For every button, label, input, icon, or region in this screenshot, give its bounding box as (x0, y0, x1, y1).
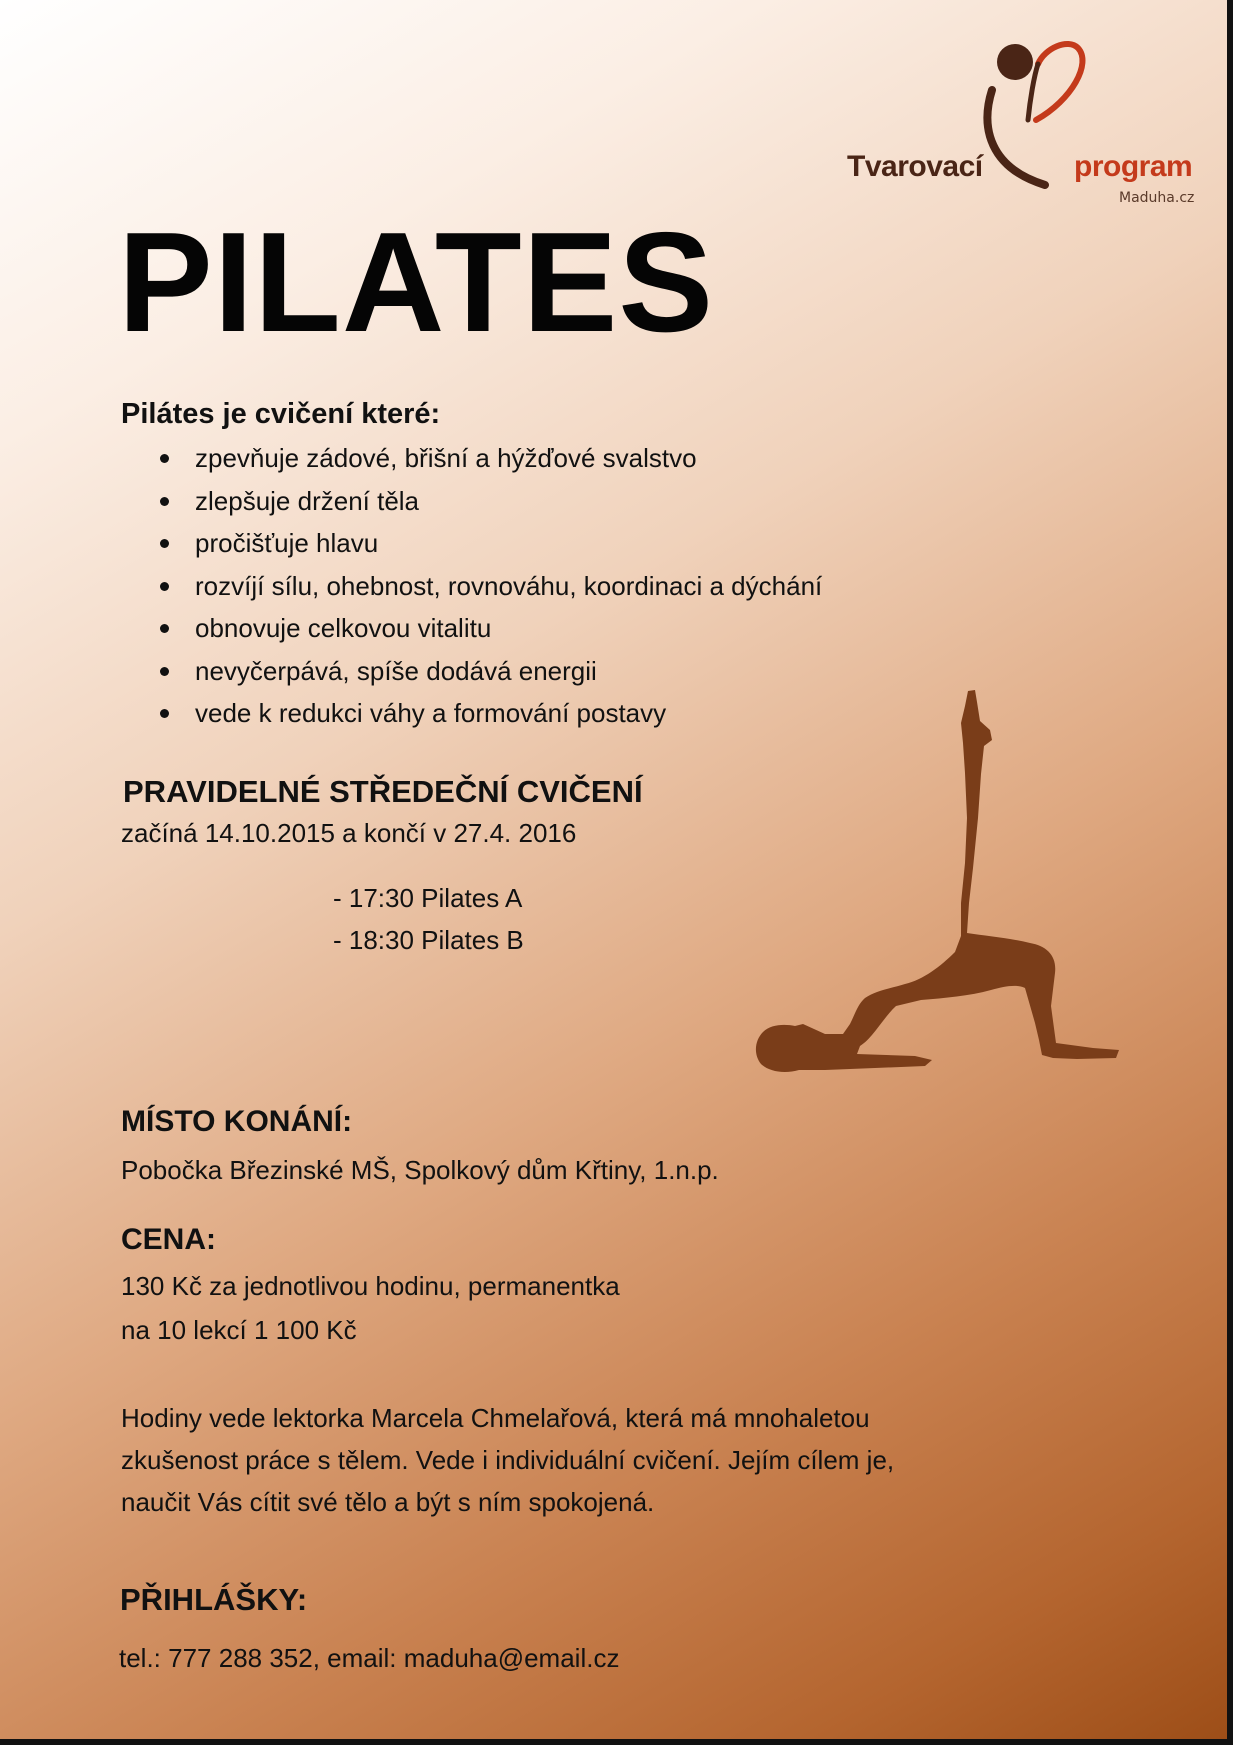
logo-mark-icon (840, 38, 1210, 213)
poster-title: PILATES (118, 203, 715, 362)
schedule-dates: začíná 14.10.2015 a končí v 27.4. 2016 (121, 818, 577, 848)
schedule-session: - 17:30 Pilates A (333, 883, 523, 913)
venue-heading: MÍSTO KONÁNÍ: (121, 1105, 353, 1138)
list-item: pročišťuje hlavu (160, 522, 822, 565)
instructor-line: zkušenost práce s tělem. Vede i individuální cvičení. Jejím cílem je, (121, 1445, 895, 1475)
signup-contact: tel.: 777 288 352, email: maduha@email.cz (119, 1643, 620, 1673)
price-line: na 10 lekcí 1 100 Kč (121, 1315, 357, 1345)
list-item: zlepšuje držení těla (160, 480, 822, 523)
list-item: vede k redukci váhy a formování postavy (160, 692, 822, 735)
intro-heading: Pilátes je cvičení které: (121, 398, 441, 430)
signup-heading: PŘIHLÁŠKY: (120, 1582, 308, 1617)
price-line: 130 Kč za jednotlivou hodinu, permanentka (121, 1271, 620, 1301)
schedule-session: - 18:30 Pilates B (333, 925, 524, 955)
price-heading: CENA: (121, 1223, 216, 1256)
benefits-list (160, 437, 822, 735)
list-item: rozvíjí sílu, ohebnost, rovnováhu, koordinaci a dýchání (160, 565, 822, 608)
schedule-heading: PRAVIDELNÉ STŘEDEČNÍ CVIČENÍ (123, 774, 643, 809)
list-item: nevyčerpává, spíše dodává energii (160, 650, 822, 693)
logo-word-program: program (1074, 150, 1193, 183)
logo (840, 38, 1210, 213)
pilates-bridge-pose-silhouette-icon (755, 688, 1135, 1108)
logo-word-tvarovaci: Tvarovací (847, 150, 983, 183)
instructor-line: naučit Vás cítit své tělo a být s ním spokojená. (121, 1487, 655, 1517)
logo-site: Maduha.cz (1119, 190, 1195, 206)
list-item: obnovuje celkovou vitalitu (160, 607, 822, 650)
venue-text: Pobočka Březinské MŠ, Spolkový dům Křtiny, 1.n.p. (121, 1155, 719, 1185)
list-item: zpevňuje zádové, břišní a hýžďové svalstvo (160, 437, 822, 480)
instructor-line: Hodiny vede lektorka Marcela Chmelařová, která má mnohaletou (121, 1403, 870, 1433)
